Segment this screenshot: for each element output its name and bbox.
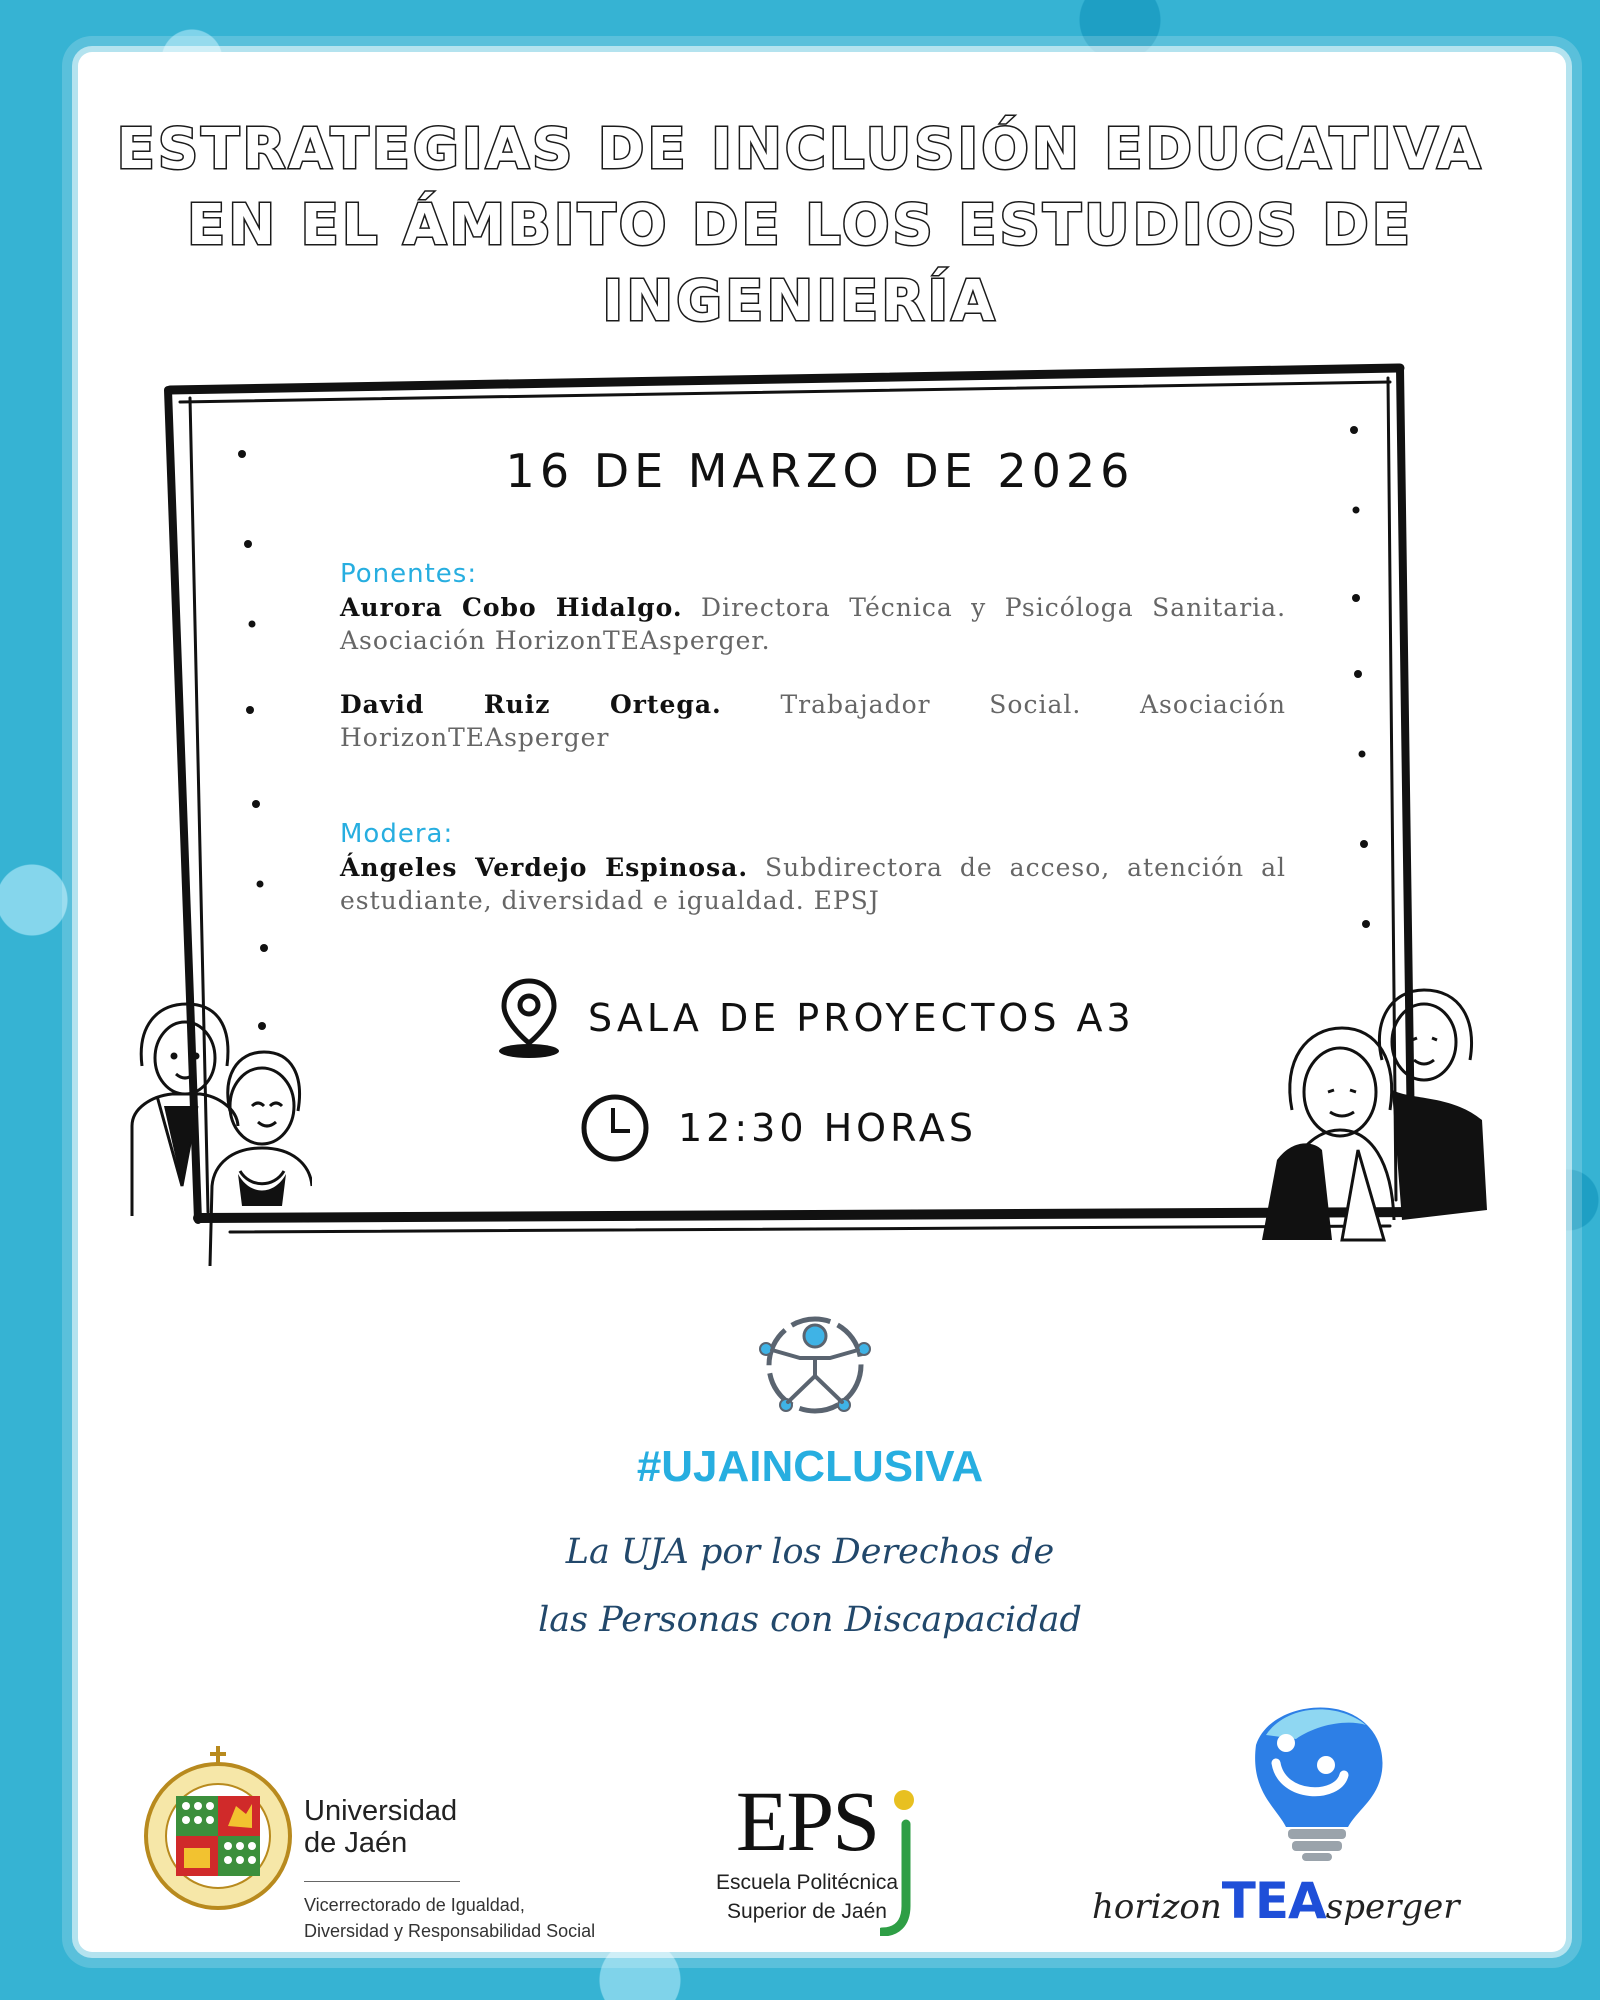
event-date: 16 DE MARZO DE 2026 xyxy=(505,444,1135,498)
uja-seal-logo xyxy=(140,1742,296,1914)
eps-sub-line-1: Escuela Politécnica xyxy=(715,1871,899,1894)
location-row xyxy=(494,975,1135,1061)
uja-name-line-1: Universidad xyxy=(304,1795,458,1827)
moderator-role: Subdirectora de acceso, atención al estudiante, diversidad e igualdad. EPSJ xyxy=(340,853,1286,915)
eps-logo xyxy=(692,1773,922,1924)
people-illustration-right xyxy=(1262,980,1487,1260)
hashtag: #UJAINCLUSIVA xyxy=(636,1442,984,1491)
uja-logo-text xyxy=(304,1795,595,1944)
uja-divider xyxy=(304,1881,460,1882)
poster-title xyxy=(100,112,1500,340)
clock-icon xyxy=(580,1093,650,1163)
event-details xyxy=(340,558,1286,917)
title-line-1: ESTRATEGIAS DE INCLUSIÓN EDUCATIVA xyxy=(116,117,1484,182)
moderator-label: Modera: xyxy=(340,819,454,849)
speaker-2-role: Trabajador Social. Asociación HorizonTEAsperger xyxy=(340,690,1286,752)
eps-sub-line-2: Superior de Jaén xyxy=(727,1900,887,1923)
people-illustration-left xyxy=(112,996,312,1271)
slogan-line-1: La UJA por los Derechos de xyxy=(565,1532,1055,1572)
speaker-1 xyxy=(340,591,1286,657)
time-row xyxy=(580,1092,977,1164)
eps-j-icon xyxy=(880,1786,920,1936)
uja-name-line-2: de Jaén xyxy=(304,1827,408,1859)
uja-sub-line-2: Diversidad y Responsabilidad Social xyxy=(304,1921,596,1941)
moderator-name: Ángeles Verdejo Espinosa. xyxy=(340,853,749,882)
title-line-2: EN EL ÁMBITO DE LOS ESTUDIOS DE xyxy=(186,193,1414,258)
campaign-slogan xyxy=(480,1518,1140,1654)
horizon-wordmark xyxy=(1092,1872,1459,1930)
horizon-bold-part: TEA xyxy=(1221,1872,1326,1930)
location-text: SALA DE PROYECTOS A3 xyxy=(588,996,1135,1040)
horizon-script-part-1: horizon xyxy=(1092,1887,1222,1927)
horizon-script-part-2: sperger xyxy=(1325,1887,1460,1927)
speaker-2 xyxy=(340,688,1286,754)
eps-mark: EPS xyxy=(735,1773,879,1869)
location-pin-icon xyxy=(494,975,564,1061)
accessibility-icon xyxy=(756,1306,874,1424)
title-line-3: INGENIERÍA xyxy=(602,269,998,334)
slogan-line-2: las Personas con Discapacidad xyxy=(538,1600,1082,1640)
horizon-bulb-logo xyxy=(1226,1695,1396,1865)
speaker-1-role: Directora Técnica y Psicóloga Sanitaria. Asociación HorizonTEAsperger. xyxy=(340,593,1287,655)
moderator xyxy=(340,851,1286,917)
speaker-1-name: Aurora Cobo Hidalgo. xyxy=(340,593,683,622)
speakers-label: Ponentes: xyxy=(340,559,478,589)
speaker-2-name: David Ruiz Ortega. xyxy=(340,690,722,719)
time-text: 12:30 HORAS xyxy=(678,1106,978,1150)
uja-sub-line-1: Vicerrectorado de Igualdad, xyxy=(304,1895,525,1915)
